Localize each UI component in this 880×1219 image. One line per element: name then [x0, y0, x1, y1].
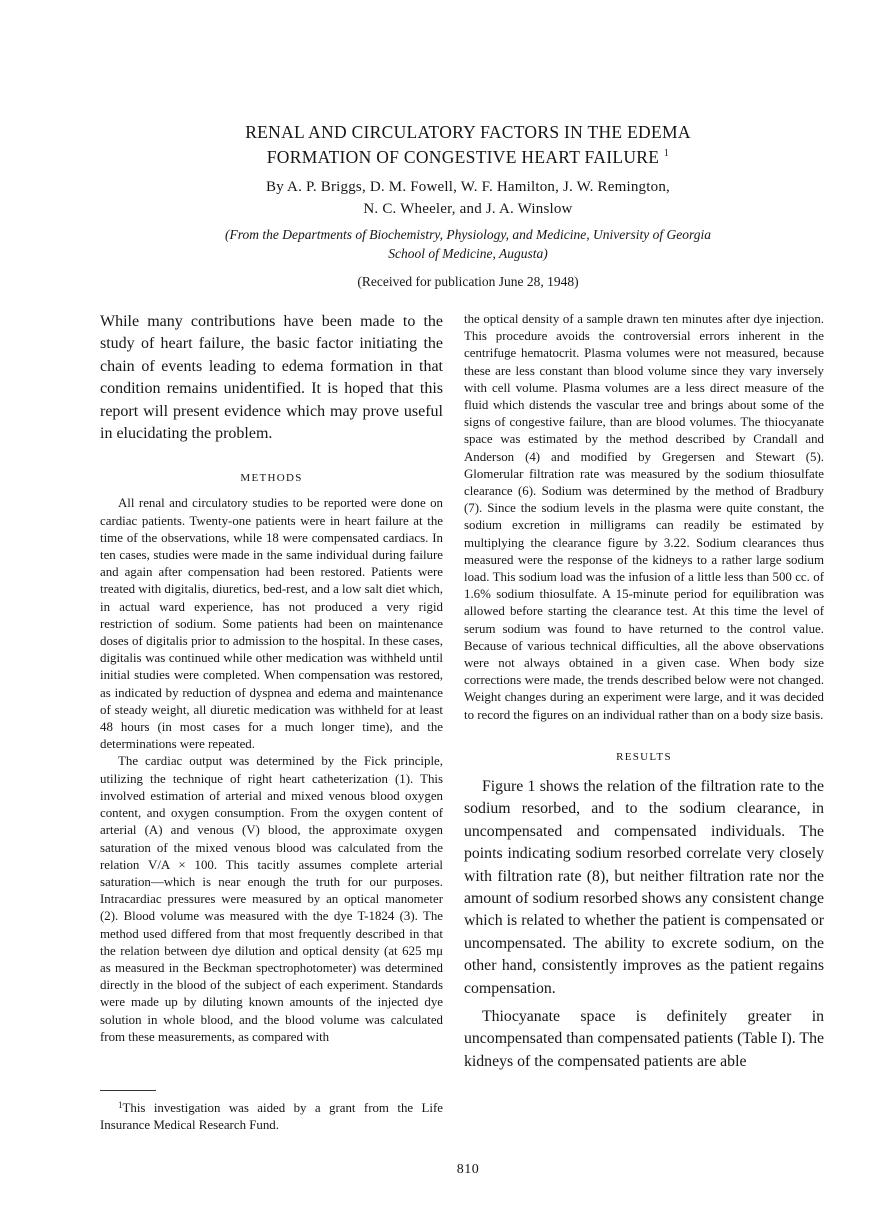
- received-date: (Received for publication June 28, 1948): [357, 274, 579, 289]
- methods-paragraph-2: The cardiac output was determined by the Fick principle, utilizing the technique of right heart catheterization (1). This involved estimation of arterial and mixed venous blood oxygen content, and oxygen consumption. From the oxygen content of arterial (A) and venous (V) blood, the approximate oxygen saturation of the mixed venous blood was calculated from the relation V/A × 100. This tacitly assumes complete arterial saturation—which is near enough the truth for our purposes. Intracardiac pressures were measured by an optical manometer (2). Blood volume was measured with the dye T-1824 (3). The method used differed from that most frequently described in that the relation between dye dilution and optical density (at 625 mμ as measured in the Beckman spectrophotometer) was determined directly in the blood of the subject of each experiment. Standards were made up by diluting known amounts of the injected dye solution in whole blood, and the blood volume was calculated from these measurements, as compared with: [100, 754, 443, 1044]
- title-footnote-mark: 1: [663, 148, 670, 159]
- results-heading: RESULTS: [616, 750, 672, 763]
- footnote-mark: 1: [118, 1100, 123, 1110]
- left-column: [100, 311, 443, 1046]
- affiliation-line-2: School of Medicine, Augusta): [388, 246, 548, 261]
- title-line-1: RENAL AND CIRCULATORY FACTORS IN THE EDEMA: [245, 122, 691, 142]
- author-list: [100, 176, 836, 220]
- title-line-2: [100, 143, 836, 168]
- methods-heading: METHODS: [240, 472, 303, 485]
- title-line-2-text: FORMATION OF CONGESTIVE HEART FAILURE: [266, 147, 660, 167]
- results-paragraph-1: Figure 1 shows the relation of the filtration rate to the sodium resorbed, and to the sodium clearance, in uncompensated and compensated individuals. The points indicating sodium resorbed correlate very closely with filtration rate (8), but neither filtration rate nor the amount of sodium resorbed shows any consistent change which is related to whether the patient is compensated or uncompensated. The ability to excrete sodium, on the other hand, consistently improves as the patient regains compensation.: [464, 777, 824, 997]
- authors-line-2: N. C. Wheeler, and J. A. Winslow: [363, 201, 573, 217]
- affiliation-line-1: (From the Departments of Biochemistry, Physiology, and Medicine, University of Georgia: [224, 227, 712, 242]
- page-number: 810: [456, 1162, 480, 1177]
- article-title: [100, 122, 836, 168]
- right-column: [464, 311, 824, 1073]
- methods-paragraph-1: All renal and circulatory studies to be reported were done on cardiac patients. Twenty-one patients were in heart failure at the time of the observations, while 18 were compensated cardiacs. In ten cases, studies were made in the same individual during failure and again after compensation had been restored. Patients were treated with digitalis, diuretics, bed-rest, and a low salt diet which, in actual ward experience, has not produced a very rigid restriction of sodium. Some patients had been on maintenance doses of digitalis prior to admission to the hospital. In these cases, digitalis was continued while other medication was withheld until initial studies were completed. When compensation was restored, as indicated by reduction of dyspnea and edema and maintenance of steady weight, all diuretic medication was withheld for at least 48 hours (in most cases for a much longer time), and the determinations were repeated.: [100, 496, 443, 752]
- footnote-text: This investigation was aided by a grant from the Life Insurance Medical Research Fund.: [100, 1101, 443, 1132]
- methods-paragraph-continued: the optical density of a sample drawn ten minutes after dye injection. This procedure avoids the controversial errors inherent in the centrifuge hematocrit. Plasma volumes were not measured, because these are less constant than blood volume since they vary inversely with cell volume. Plasma volumes are a less direct measure of the fluid which distends the vascular tree and brings about some of the signs of congestive failure, than are blood volumes. The thiocyanate space was estimated by the method described by Crandall and Anderson (4) and modified by Gregersen and Stewart (5). Glomerular filtration rate was measured by the sodium thiosulfate clearance (6). Sodium was determined by the method of Bradbury (7). Since the sodium levels in the plasma were quite constant, the sodium excretion in milligrams can readily be estimated by multiplying the clearance figure by 3.22. Sodium clearances thus measured were the response of the kidneys to a rather large sodium load. This sodium load was the infusion of a little less than 500 cc. of 1.6% sodium thiosulfate. A 15-minute period for equilibration was allowed before starting the clearance test. At this time the level of serum sodium was found to have returned to the control value. Because of various technical difficulties, all the above observations were not always obtained in a given case. When body size corrections were made, the trends described below were not changed. Weight changes during an experiment were large, and it was decided to record the figures on an individual rather than on a body size basis.: [464, 312, 824, 722]
- affiliation: [100, 225, 836, 263]
- footnote-divider: [100, 1090, 156, 1091]
- introduction-paragraph: While many contributions have been made to the study of heart failure, the basic factor initiating the chain of events leading to edema formation in that condition remains unidentified. It is hoped that this report will present evidence which may prove useful in elucidating the problem.: [100, 313, 443, 443]
- authors-line-1: By A. P. Briggs, D. M. Fowell, W. F. Hamilton, J. W. Remington,: [266, 179, 670, 195]
- footnote: [100, 1097, 443, 1134]
- results-paragraph-2: Thiocyanate space is definitely greater in uncompensated than compensated patients (Table I). The kidneys of the compensated patients are able: [464, 1007, 824, 1070]
